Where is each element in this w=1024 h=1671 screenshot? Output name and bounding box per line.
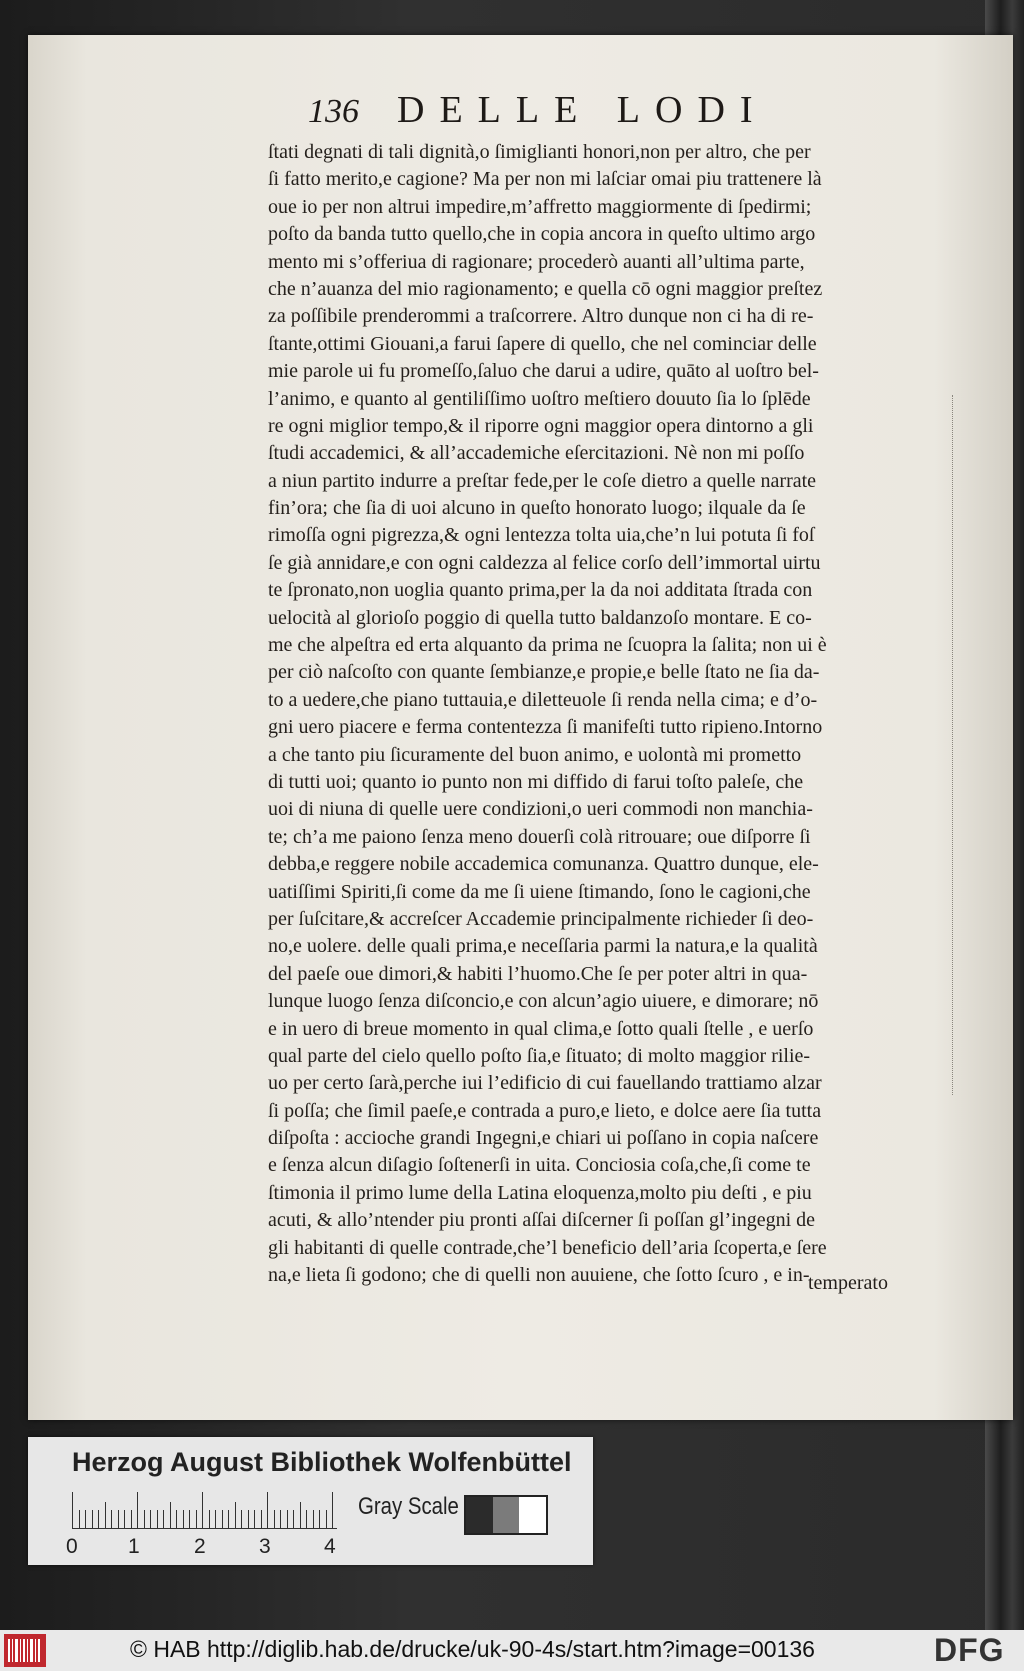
ruler-tick bbox=[209, 1510, 210, 1528]
text-line: rimoſſa ogni pigrezza,& ogni lentezza tolta uia,che’n lui potuta ſi foſ bbox=[268, 524, 815, 547]
text-line: l’animo, e quanto al gentiliſſimo uoſtro meſtiero douuto ſia lo ſplēde bbox=[268, 387, 811, 410]
text-line: te; ch’a me paiono ſenza meno douerſi colà ritrouare; oue diſporre ſi bbox=[268, 825, 811, 848]
footer-bar bbox=[0, 1630, 1024, 1671]
ruler-tick bbox=[319, 1510, 320, 1528]
ruler-tick bbox=[287, 1510, 288, 1528]
text-line: ſi fatto merito,e cagione? Ma per non mi laſciar omai piu trattenere là bbox=[268, 168, 822, 191]
text-line: re ogni miglior tempo,& il riporre ogni maggior opera dintorno a gli bbox=[268, 414, 814, 437]
copyright-url-link[interactable]: © HAB http://diglib.hab.de/drucke/uk-90-4s/start.htm?image=00136 bbox=[130, 1636, 815, 1662]
catchword: temperato bbox=[808, 1272, 888, 1294]
page-header bbox=[308, 88, 768, 134]
text-line: diſpoſta : accioche grandi Ingegni,e chiari ui poſſano in copia naſcere bbox=[268, 1127, 819, 1150]
text-line: lunque luogo ſenza diſconcio,e con alcun’agio uiuere, e dimorare; nō bbox=[268, 990, 819, 1013]
ruler-tick bbox=[306, 1510, 307, 1528]
text-line: qual parte del cielo quello poſto ſia,e ſituato; di molto maggior rilie- bbox=[268, 1044, 811, 1067]
text-line: uoi di niuna di quelle uere condizioni,o ueri commodi non manchia- bbox=[268, 798, 813, 821]
ruler-tick bbox=[144, 1510, 145, 1528]
ruler-tick bbox=[124, 1510, 125, 1528]
ruler-tick bbox=[131, 1510, 132, 1528]
text-line: no,e uolere. delle quali prima,e neceſſaria parmi la natura,e la qualità bbox=[268, 935, 818, 958]
gray-patch-dark bbox=[466, 1497, 493, 1533]
ruler-tick bbox=[293, 1510, 294, 1528]
ruler-tick bbox=[137, 1492, 138, 1528]
text-line: debba,e reggere nobile accademica comunanza. Quattro dunque, ele- bbox=[268, 853, 819, 876]
text-line: per ſuſcitare,& accreſcer Accademie principalmente richieder ſi deo- bbox=[268, 907, 814, 930]
text-line: na,e lieta ſi godono; che di quelli non auuiene, che ſotto ſcuro , e in- bbox=[268, 1264, 810, 1287]
text-line: a che tanto piu ſicuramente del buon animo, e uolontà mi prometto bbox=[268, 743, 802, 766]
text-line: to a uedere,che piano tuttauia,e diletteuole ſi renda nella cima; e d’o- bbox=[268, 688, 818, 711]
gray-scale-patches bbox=[464, 1495, 548, 1535]
library-name: Herzog August Bibliothek Wolfenbüttel bbox=[72, 1447, 572, 1477]
ruler-tick bbox=[274, 1510, 275, 1528]
dfg-logo[interactable]: DFG bbox=[934, 1632, 1005, 1668]
text-line: poſto da banda tutto quello,che in copia ancora in queſto ultimo argo bbox=[268, 223, 816, 246]
text-line: gli habitanti di quelle contrade,che’l beneficio dell’aria ſcoperta,e ſere bbox=[268, 1236, 827, 1259]
text-line: ſtati degnati di tali dignità,o ſimiglianti honori,non per altro, che per bbox=[268, 141, 811, 163]
page-number: 136 bbox=[308, 93, 359, 130]
ruler-tick bbox=[300, 1502, 301, 1528]
ruler-tick bbox=[196, 1510, 197, 1528]
ruler-tick bbox=[326, 1510, 327, 1528]
ruler-tick bbox=[118, 1510, 119, 1528]
text-block bbox=[268, 139, 940, 1289]
ruler-tick bbox=[332, 1492, 333, 1528]
ruler-tick bbox=[79, 1510, 80, 1528]
text-line: ſtimonia il primo lume della Latina eloquenza,molto piu deſti , e piu bbox=[268, 1181, 812, 1204]
ruler-tick bbox=[92, 1510, 93, 1528]
ruler-tick bbox=[183, 1510, 184, 1528]
text-line: me che alpeſtra ed erta alquanto da prima ne ſcuopra la ſalita; non ui è bbox=[268, 634, 827, 657]
text-line: oue io per non altrui impedire,m’affretto maggiormente di ſpedirmi; bbox=[268, 195, 812, 218]
color-checker-card bbox=[28, 1437, 593, 1565]
ruler-tick bbox=[170, 1502, 171, 1528]
ruler-tick bbox=[157, 1510, 158, 1528]
text-line: del paeſe oue dimori,& habiti l’huomo.Che ſe per poter altri in qua- bbox=[268, 962, 808, 985]
text-line: di tutti uoi; quanto io punto non mi diffido di farui toſto paleſe, che bbox=[268, 770, 804, 793]
ruler-tick bbox=[248, 1510, 249, 1528]
margin-show-through bbox=[946, 395, 953, 1095]
ruler-tick bbox=[261, 1510, 262, 1528]
scale-number: 0 bbox=[66, 1535, 78, 1558]
text-line: a niun partito indurre a preſtar fede,per le coſe dietro a quelle narrate bbox=[268, 469, 817, 492]
ruler-tick bbox=[228, 1510, 229, 1528]
ruler-tick bbox=[313, 1510, 314, 1528]
ruler-tick bbox=[189, 1510, 190, 1528]
gray-patch-mid bbox=[493, 1497, 520, 1533]
ruler-tick bbox=[111, 1510, 112, 1528]
ruler bbox=[72, 1492, 337, 1528]
text-line: uelocità al glorioſo poggio di quella tutto baldanzoſo montare. E co- bbox=[268, 606, 812, 629]
ruler-tick bbox=[222, 1510, 223, 1528]
ruler-tick bbox=[150, 1510, 151, 1528]
gray-patch-light bbox=[519, 1497, 546, 1533]
ruler-tick bbox=[202, 1492, 203, 1528]
text-line: uo per certo ſarà,perche iui l’edificio di cui fauellando trattiamo alzar bbox=[268, 1072, 822, 1095]
text-line: ſtante,ottimi Giouani,a farui ſapere di quello, che nel cominciar delle bbox=[268, 332, 817, 355]
text-line: fin’ora; che ſia di uoi alcuno in queſto honorato luogo; ilquale da ſe bbox=[268, 497, 806, 520]
text-line: e ſenza alcun diſagio ſoſtenerſi in uita. Conciosia coſa,che,ſi come te bbox=[268, 1154, 811, 1177]
ruler-tick bbox=[85, 1510, 86, 1528]
text-line: ſi poſſa; che ſimil paeſe,e contrada a puro,e lieto, e dolce aere ſia tutta bbox=[268, 1099, 822, 1122]
ruler-tick bbox=[215, 1510, 216, 1528]
scale-number: 2 bbox=[194, 1535, 206, 1558]
ruler-scale-numbers bbox=[66, 1535, 356, 1559]
ruler-tick bbox=[72, 1492, 73, 1528]
text-line: mento mi s’offeriua di ragionare; procederò auanti all’ultima parte, bbox=[268, 250, 805, 273]
ruler-tick bbox=[98, 1510, 99, 1528]
text-line: te ſpronato,non uoglia quanto prima,per la da noi additata ſtrada con bbox=[268, 579, 813, 602]
ruler-tick bbox=[241, 1510, 242, 1528]
ruler-tick bbox=[235, 1502, 236, 1528]
gray-scale-label: Gray Scale bbox=[358, 1493, 459, 1520]
text-line: mie parole ui fu promeſſo,ſaluo che darui a udire, quāto al uoſtro bel- bbox=[268, 360, 819, 383]
text-line: e in uero di breue momento in qual clima,e ſotto quali ſtelle , e uerſo bbox=[268, 1017, 814, 1040]
text-line: gni uero piacere e ferma contentezza ſi manifeſti tutto ripieno.Intorno bbox=[268, 716, 823, 739]
text-line: uatiſſimi Spiriti,ſi come da me ſi uiene ſtimando, ſono le cagioni,che bbox=[268, 880, 811, 903]
scale-number: 4 bbox=[324, 1535, 336, 1558]
ruler-tick bbox=[280, 1510, 281, 1528]
text-line: acuti, & allo’ntender piu pronti aſſai diſcerner ſi poſſan gl’ingegni de bbox=[268, 1209, 816, 1232]
scale-number: 1 bbox=[128, 1535, 140, 1558]
ruler-tick bbox=[105, 1502, 106, 1528]
text-line: za poſſibile prenderommi a traſcorrere. Altro dunque non ci ha di re- bbox=[268, 305, 814, 328]
text-line: ſe già annidare,e con ogni caldezza al felice corſo dell’immortal uirtu bbox=[268, 551, 821, 574]
scale-number: 3 bbox=[259, 1535, 271, 1558]
text-line: ſtudi accademici, & all’accademiche eſercitazioni. Nè non mi poſſo bbox=[268, 442, 805, 465]
text-line: che n’auanza del mio ragionamento; e quella cō ogni maggior preſtez bbox=[268, 277, 823, 300]
ruler-tick bbox=[267, 1492, 268, 1528]
ruler-tick bbox=[176, 1510, 177, 1528]
text-line: per ciò naſcoſto con quante ſembianze,e propie,e belle ſtato ne ſia da- bbox=[268, 661, 820, 684]
running-head: DELLE LODI bbox=[397, 89, 768, 131]
ruler-tick bbox=[163, 1510, 164, 1528]
hab-barcode-icon[interactable] bbox=[4, 1634, 46, 1667]
ruler-tick bbox=[254, 1510, 255, 1528]
